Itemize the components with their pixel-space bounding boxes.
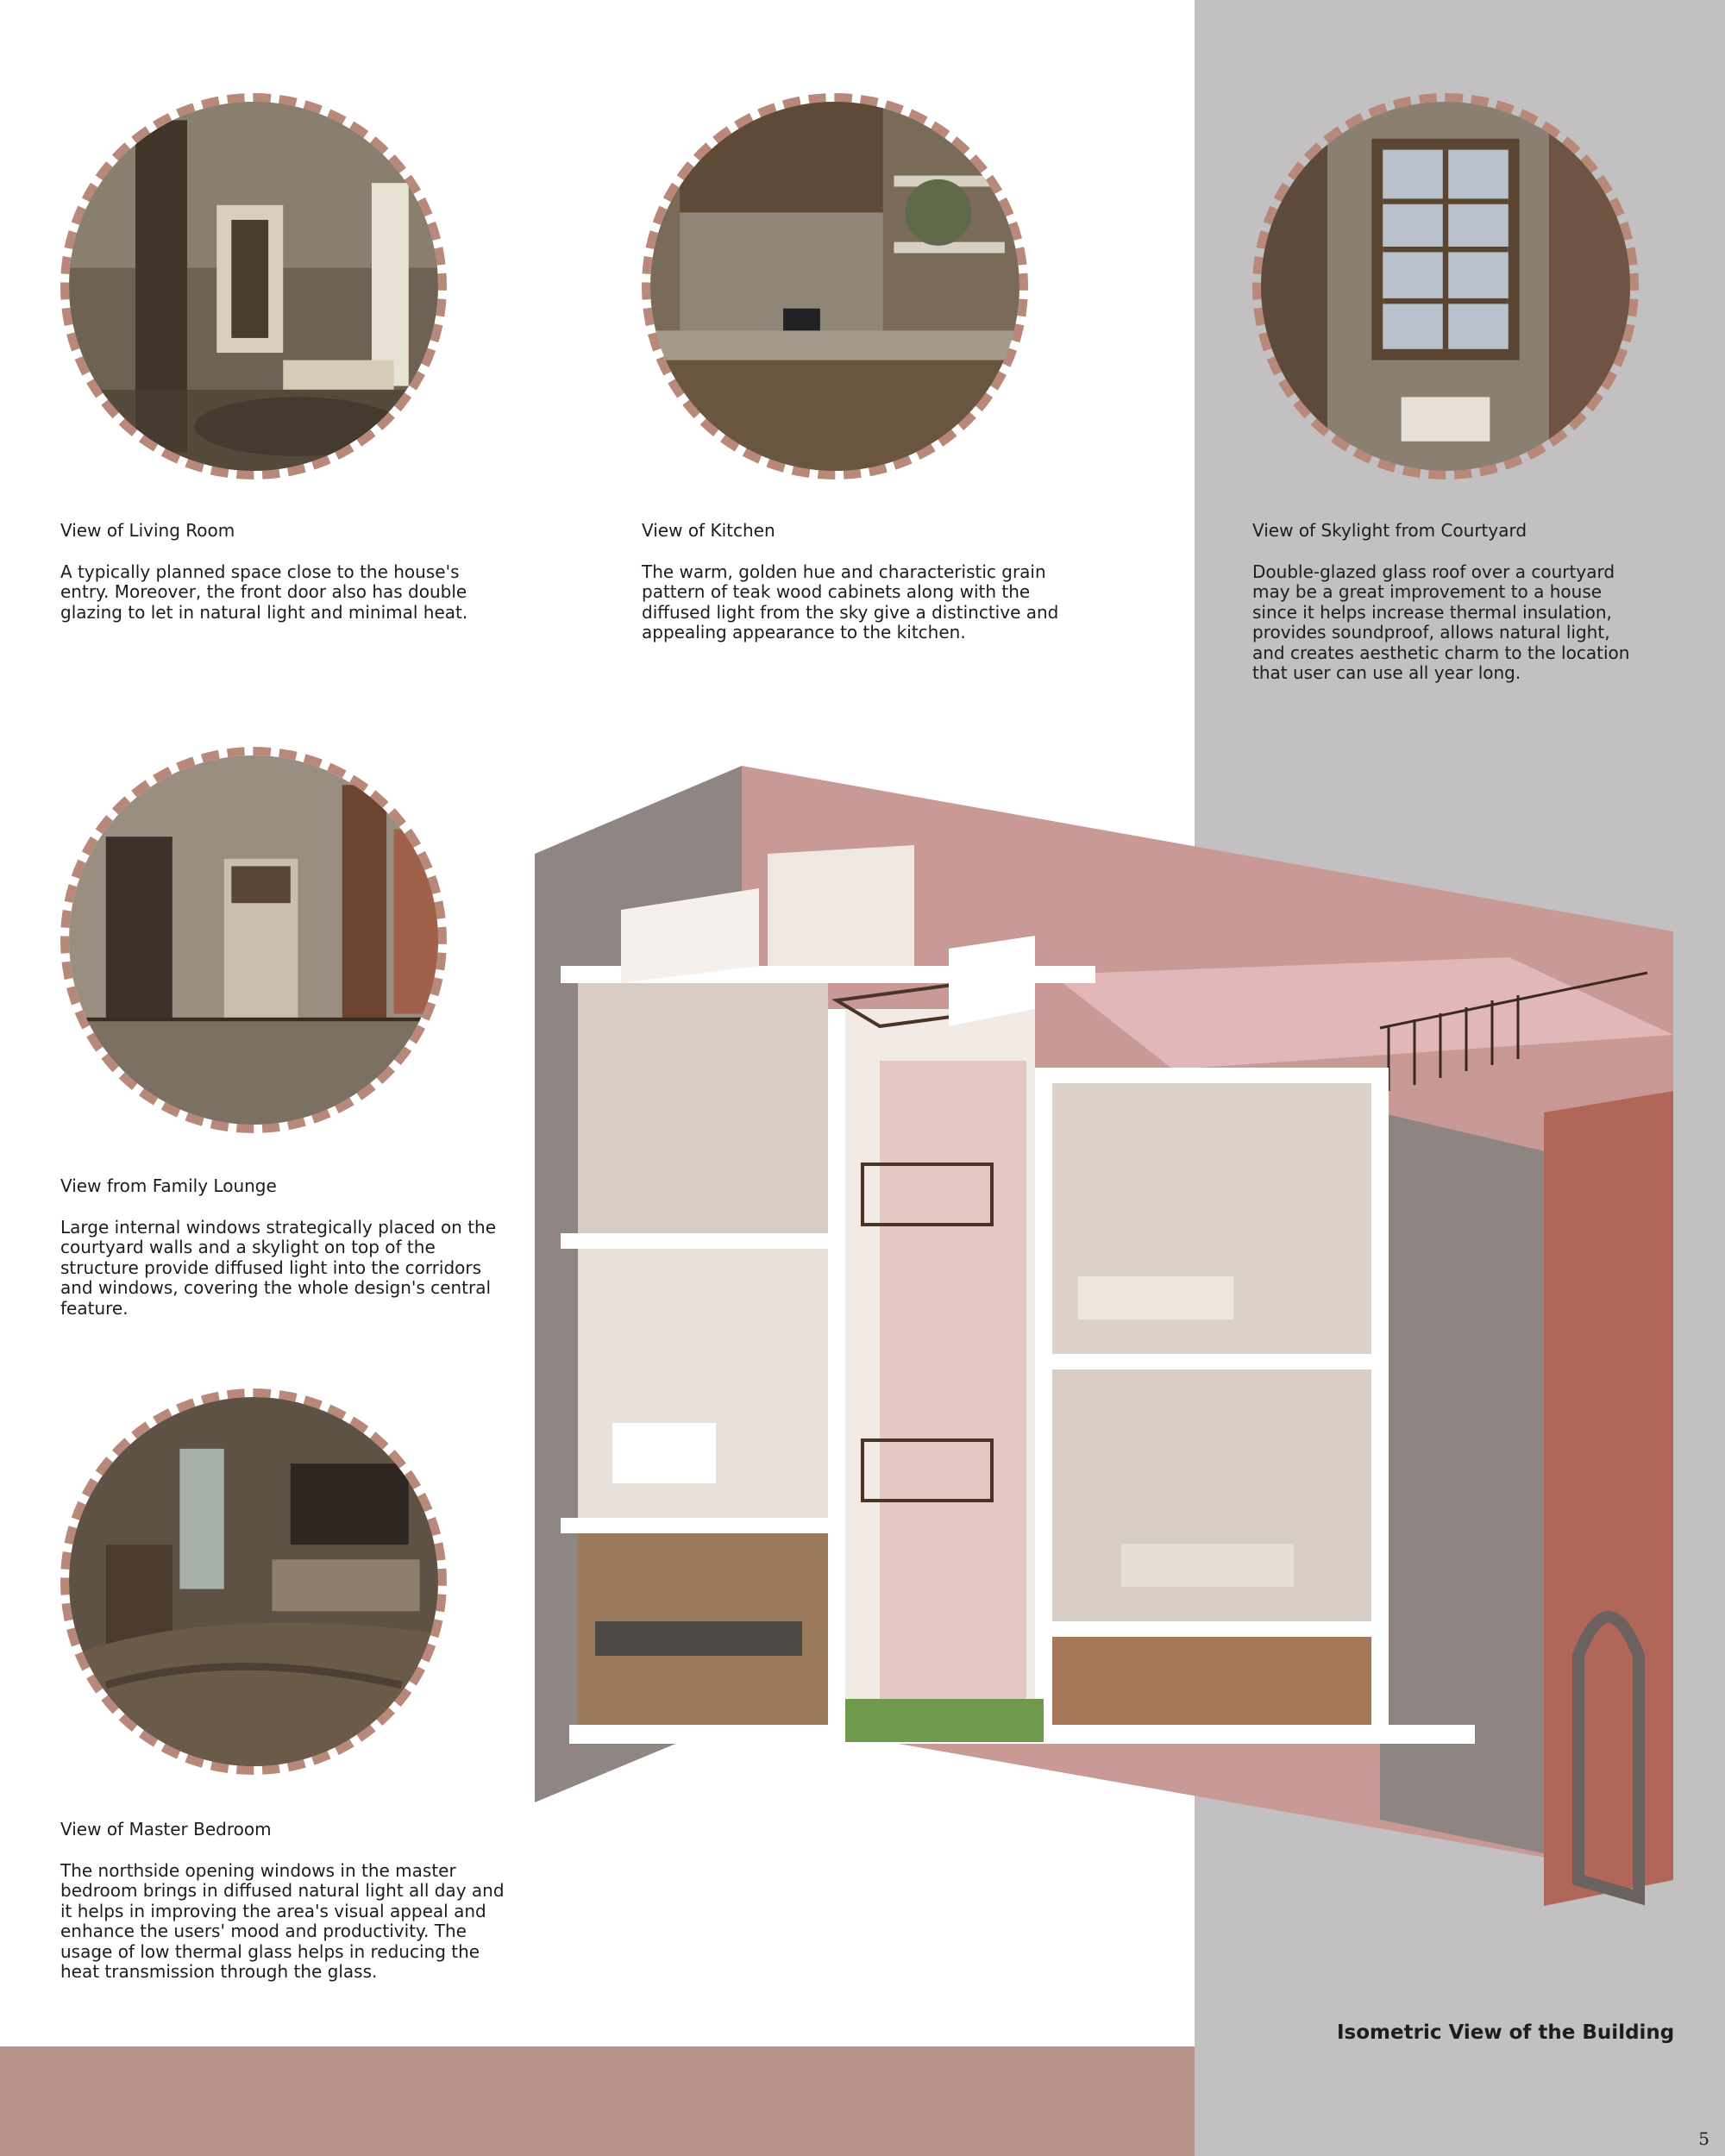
caption-body: Large internal windows strategically placed on the courtyard walls and a skylight on top of the structure provide diffused light into the corridors and windows, covering the whole design's central feature.: [60, 1216, 497, 1319]
caption-title: View of Kitchen: [642, 520, 775, 541]
skylight-render: [1252, 93, 1639, 479]
kitchen-render: [642, 93, 1028, 479]
caption-title: View of Master Bedroom: [60, 1819, 272, 1839]
skylight-caption: [1252, 521, 1640, 684]
caption-title: View of Skylight from Courtyard: [1252, 520, 1527, 541]
bottom-band: [0, 2046, 1195, 2156]
caption-body: The warm, golden hue and characteristic grain pattern of teak wood cabinets along with the diffused light from the sky give a distinctive and appealing appearance to the kitchen.: [642, 561, 1059, 642]
family-lounge-render: [60, 747, 447, 1133]
caption-body: Double-glazed glass roof over a courtyard may be a great improvement to a house since it helps increase thermal insulation, provides soundproof, allows natural light, and creates aesthetic charm to the location that user can use all year long.: [1252, 561, 1630, 683]
family-lounge-caption: [60, 1176, 509, 1319]
caption-title: View of Living Room: [60, 520, 235, 541]
living-room-render: [60, 93, 447, 479]
kitchen-caption: [642, 521, 1090, 643]
living-room-caption: [60, 521, 509, 623]
isometric-view-title: Isometric View of the Building: [1337, 2021, 1675, 2044]
caption-title: View from Family Lounge: [60, 1175, 277, 1196]
master-bedroom-render: [60, 1388, 447, 1775]
master-bedroom-caption: [60, 1820, 509, 1983]
isometric-building-illustration: [518, 750, 1690, 1992]
caption-body: The northside opening windows in the master bedroom brings in diffused natural light all day and it helps in improving the area's visual appeal and enhance the users' mood and productivity. The usage of low thermal glass helps in reducing the heat transmission through the glass.: [60, 1859, 505, 1982]
caption-body: A typically planned space close to the house's entry. Moreover, the front door also has double glazing to let in natural light and minimal heat.: [60, 561, 468, 623]
page-number: 5: [1698, 2128, 1709, 2149]
